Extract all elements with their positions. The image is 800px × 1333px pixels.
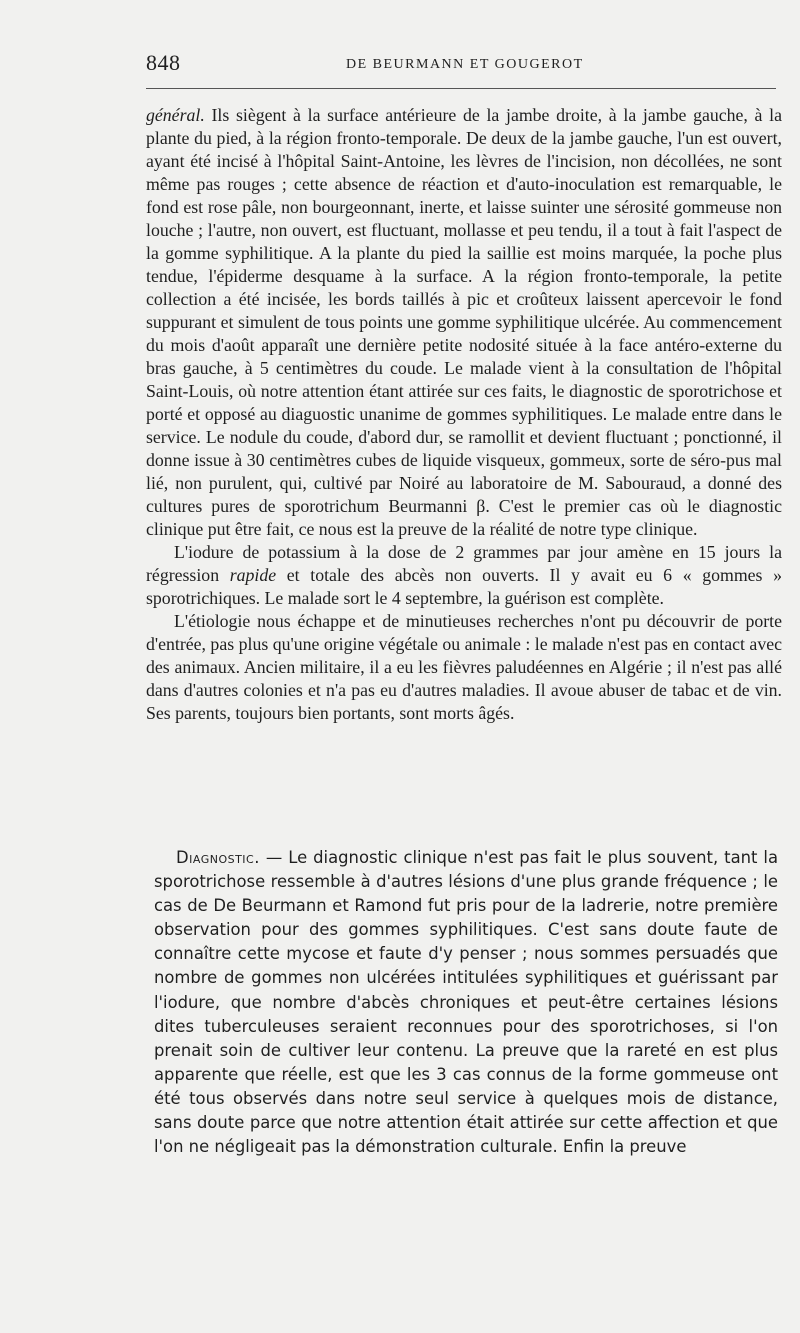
paragraph-case-lesions (146, 104, 782, 541)
case-description-section (146, 104, 782, 725)
italic-word: rapide (229, 565, 277, 585)
section-heading: Diagnostic. (176, 848, 260, 867)
page-header (146, 48, 764, 78)
running-title: DE BEURMANN ET GOUGEROT (346, 57, 584, 72)
italic-word: général. (146, 105, 205, 125)
paragraph-text: et totale des abcès non ouverts. Il y avait eu 6 « gommes » sporotrichiques. Le malade sort le 4 septembre, la guérison est complète. (146, 565, 782, 608)
paragraph-text: L'étiologie nous échappe et de minutieuses recherches n'ont pu découvrir de porte d'entrée, pas plus qu'une origine végétale ou animale : le malade n'est pas en contact avec des animaux. Ancien militaire, il a eu les fièvres paludéennes en Algérie ; il n'est pas allé dans d'autres colonies et n'a pas eu d'autres maladies. Il avoue abuser de tabac et de vin. Ses parents, toujours bien portants, sont morts âgés. (146, 611, 782, 723)
paragraph-text: Ils siègent à la surface antérieure de la jambe droite, à la jambe gauche, à la plante du pied, à la région fronto-temporale. De deux de la jambe gauche, l'un est ouvert, ayant été incisé à l'hôpital Saint-Antoine, les lèvres de l'incision, non décollées, ne sont même pas rouges ; cette absence de réaction et d'auto-inoculation est remarquable, le fond est rose pâle, non bourgeonnant, inerte, et laisse suinter une sérosité gommeuse non louche ; l'autre, non ouvert, est fluctuant, mollasse et peu tendu, il a tout à fait l'aspect de la gomme syphilitique. A la plante du pied la saillie est moins marquée, la poche plus tendue, l'épiderme desquame à la surface. A la région fronto-temporale, la petite collection a été incisée, les bords taillés à pic et croûteux laissent apercevoir le fond suppurant et simulent de tous points une gomme syphilitique ulcérée. Au commencement du mois d'août apparaît une dernière petite nodosité située à la face antéro-externe du bras gauche, à 5 centimètres du coude. Le malade vient à la consultation de l'hôpital Saint-Louis, où notre attention étant attirée sur ces faits, le diagnostic de sporotrichose et porté et opposé au diaguostic unanime de gommes syphilitiques. Le malade entre dans le service. Le nodule du coude, d'abord dur, se ramollit et devient fluctuant ; ponctionné, il donne issue à 30 centimètres cubes de liquide visqueux, gommeux, sorte de séro-pus mal lié, non purulent, qui, cultivé par Noiré au laboratoire de M. Sabouraud, a donné des cultures pures de sporotrichum Beurmanni β. C'est le premier cas où le diagnostic clinique put être fait, ce nous est la preuve de la réalité de notre type clinique. (146, 105, 782, 539)
diagnostic-section (154, 846, 778, 1159)
paragraph-text: L'iodure de potassium à la dose de 2 grammes par jour amène en 15 jours la régression (146, 542, 782, 585)
paragraph-etiology (146, 610, 782, 725)
paragraph-diagnostic (154, 846, 778, 1159)
paragraph-text: — Le diagnostic clinique n'est pas fait le plus souvent, tant la sporotrichose ressemble à d'autres lésions d'une plus grande fréquence ; le cas de De Beurmann et Ramond fut pris pour de la ladrerie, notre première observation pour des gommes syphilitiques. C'est sans doute faute de connaître cette mycose et faute d'y penser ; nous sommes persuadés que nombre de gommes non ulcérées intitulées syphilitiques et guérissant par l'iodure, que nombre d'abcès chroniques et peut-être certaines lésions dites tuberculeuses seraient reconnues pour des sporotrichoses, si l'on prenait soin de cultiver leur contenu. La preuve que la rareté en est plus apparente que réelle, est que les 3 cas connus de la forme gommeuse ont été tous observés dans notre seul service à quelques mois de distance, sans doute parce que notre attention était attirée sur cette affection et que l'on ne négligeait pas la démonstration culturale. Enfin la preuve (154, 848, 778, 1157)
header-rule (146, 88, 776, 89)
paragraph-treatment (146, 541, 782, 610)
page-number: 848 (146, 50, 181, 75)
